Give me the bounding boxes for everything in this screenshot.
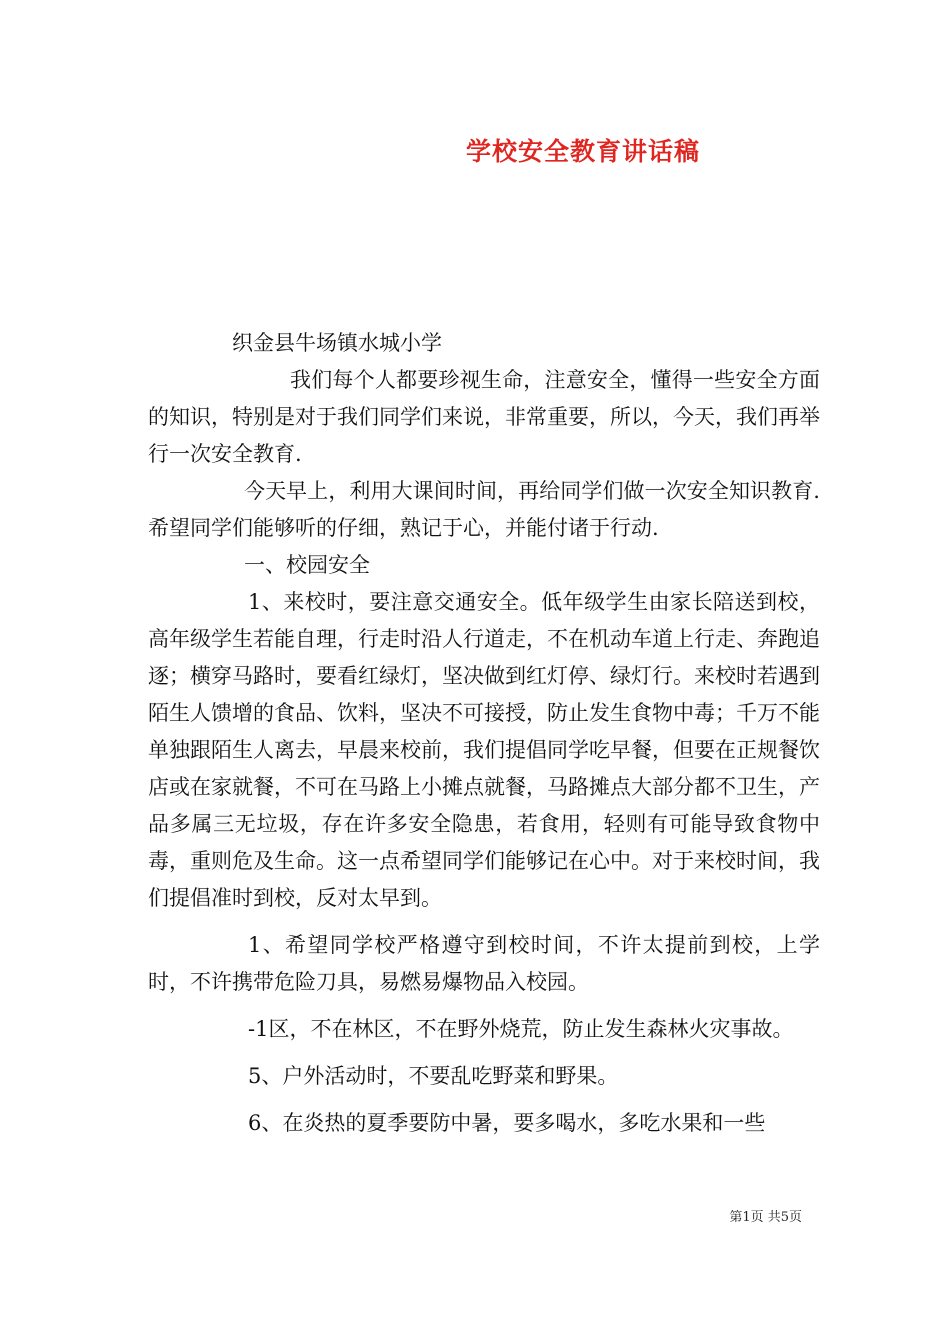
paragraph: -1区，不在林区，不在野外烧荒，防止发生森林火灾事故。 xyxy=(248,1017,794,1041)
school-name: 织金县牛场镇水城小学 xyxy=(232,331,442,355)
paragraph: 我们每个人都要珍视生命，注意安全，懂得一些安全方面的知识，特别是对于我们同学们来说，非常重要，所以，今天，我们再举行一次安全教育. xyxy=(148,368,820,466)
paragraph: 5、户外活动时，不要乱吃野菜和野果。 xyxy=(248,1064,619,1088)
paragraph: 1、希望同学校严格遵守到校时间，不许太提前到校，上学时，不许携带危险刀具，易燃易爆物品入校园。 xyxy=(148,933,820,994)
paragraph: 今天早上，利用大课间时间，再给同学们做一次安全知识教育.希望同学们能够听的仔细，熟记于心，并能付诸于行动. xyxy=(148,479,820,540)
section-heading: 一、校园安全 xyxy=(244,553,370,577)
paragraph: 1、来校时，要注意交通安全。低年级学生由家长陪送到校，高年级学生若能自理，行走时沿人行道走，不在机动车道上行走、奔跑追逐；横穿马路时，要看红绿灯，坚决做到红灯停、绿灯行。来校时若遇到陌生人馈增的食品、饮料，坚决不可接授，防止发生食物中毒；千万不能单独跟陌生人离去，早晨来校前，我们提倡同学吃早餐，但要在正规餐饮店或在家就餐，不可在马路上小摊点就餐，马路摊点大部分都不卫生，产品多属三无垃圾，存在许多安全隐患，若食用，轻则有可能导致食物中毒，重则危及生命。这一点希望同学们能够记在心中。对于来校时间，我们提倡准时到校，反对太早到。 xyxy=(148,590,820,910)
paragraph: 6、在炎热的夏季要防中暑，要多喝水，多吃水果和一些 xyxy=(248,1111,766,1135)
document-body xyxy=(148,325,820,1142)
document-title: 学校安全教育讲话稿 xyxy=(465,137,700,166)
page-number: 第1页 共5页 xyxy=(729,1210,802,1225)
